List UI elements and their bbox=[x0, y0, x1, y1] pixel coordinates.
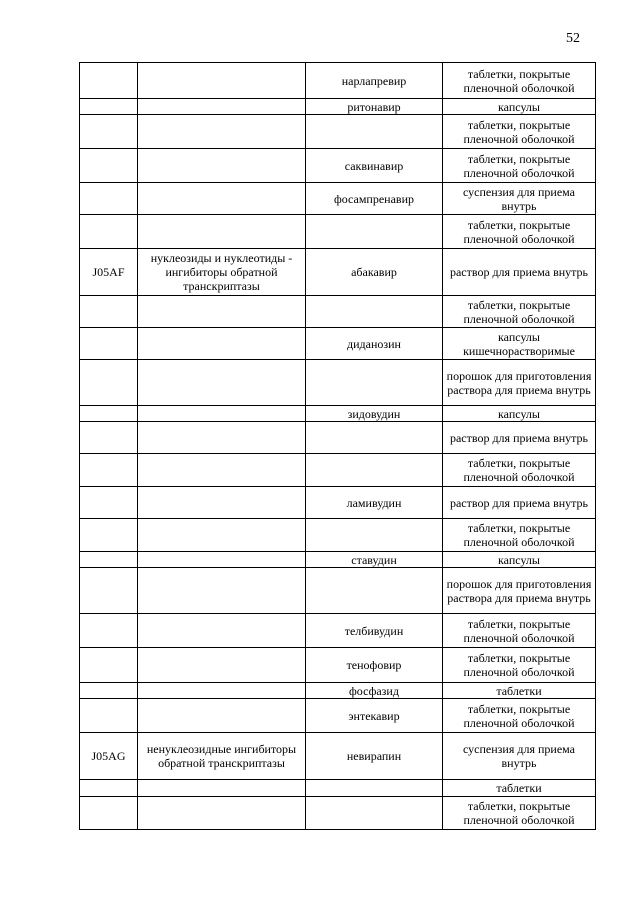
drug-name-cell: невирапин bbox=[306, 733, 443, 780]
drug-name-cell: ламивудин bbox=[306, 487, 443, 519]
atc-code-cell bbox=[80, 99, 138, 115]
group-name-cell bbox=[138, 683, 306, 699]
dosage-form-cell: суспензия для приема внутрь bbox=[443, 733, 596, 780]
atc-code-cell bbox=[80, 568, 138, 614]
table-row bbox=[80, 63, 596, 99]
dosage-form-cell: раствор для приема внутрь bbox=[443, 249, 596, 296]
dosage-form-cell: порошок для приготовления раствора для приема внутрь bbox=[443, 568, 596, 614]
drug-table bbox=[79, 62, 596, 830]
dosage-form-cell: капсулы bbox=[443, 552, 596, 568]
atc-code-cell bbox=[80, 454, 138, 487]
dosage-form-cell: таблетки, покрытые пленочной оболочкой bbox=[443, 614, 596, 648]
dosage-form-cell: таблетки, покрытые пленочной оболочкой bbox=[443, 648, 596, 683]
table-row bbox=[80, 683, 596, 699]
drug-name-cell bbox=[306, 115, 443, 149]
table-row bbox=[80, 454, 596, 487]
group-name-cell bbox=[138, 406, 306, 422]
atc-code-cell bbox=[80, 149, 138, 183]
table-row bbox=[80, 328, 596, 360]
drug-name-cell bbox=[306, 454, 443, 487]
table-row bbox=[80, 780, 596, 797]
group-name-cell bbox=[138, 296, 306, 328]
drug-name-cell: саквинавир bbox=[306, 149, 443, 183]
atc-code-cell bbox=[80, 406, 138, 422]
group-name-cell bbox=[138, 63, 306, 99]
group-name-cell bbox=[138, 780, 306, 797]
drug-name-cell: телбивудин bbox=[306, 614, 443, 648]
table-row bbox=[80, 733, 596, 780]
dosage-form-cell: таблетки, покрытые пленочной оболочкой bbox=[443, 797, 596, 830]
drug-name-cell bbox=[306, 215, 443, 249]
drug-name-cell bbox=[306, 519, 443, 552]
table-row bbox=[80, 296, 596, 328]
drug-name-cell: тенофовир bbox=[306, 648, 443, 683]
atc-code-cell bbox=[80, 648, 138, 683]
group-name-cell bbox=[138, 149, 306, 183]
drug-table-body bbox=[80, 63, 596, 830]
group-name-cell: нуклеозиды и нуклеотиды - ингибиторы обратной транскриптазы bbox=[138, 249, 306, 296]
table-row bbox=[80, 519, 596, 552]
group-name-cell bbox=[138, 454, 306, 487]
page-number: 52 bbox=[566, 31, 580, 46]
group-name-cell bbox=[138, 115, 306, 149]
table-row bbox=[80, 99, 596, 115]
dosage-form-cell: таблетки bbox=[443, 780, 596, 797]
group-name-cell bbox=[138, 519, 306, 552]
dosage-form-cell: таблетки, покрытые пленочной оболочкой bbox=[443, 454, 596, 487]
drug-name-cell: фосампренавир bbox=[306, 183, 443, 215]
dosage-form-cell: капсулы кишечнорастворимые bbox=[443, 328, 596, 360]
atc-code-cell bbox=[80, 614, 138, 648]
table-row bbox=[80, 552, 596, 568]
drug-name-cell: ставудин bbox=[306, 552, 443, 568]
drug-name-cell bbox=[306, 568, 443, 614]
group-name-cell bbox=[138, 568, 306, 614]
table-row bbox=[80, 568, 596, 614]
table-row bbox=[80, 360, 596, 406]
atc-code-cell bbox=[80, 422, 138, 454]
dosage-form-cell: раствор для приема внутрь bbox=[443, 487, 596, 519]
dosage-form-cell: суспензия для приема внутрь bbox=[443, 183, 596, 215]
drug-name-cell bbox=[306, 360, 443, 406]
group-name-cell bbox=[138, 183, 306, 215]
group-name-cell bbox=[138, 797, 306, 830]
atc-code-cell bbox=[80, 487, 138, 519]
table-row bbox=[80, 149, 596, 183]
atc-code-cell bbox=[80, 328, 138, 360]
drug-name-cell: фосфазид bbox=[306, 683, 443, 699]
table-row bbox=[80, 183, 596, 215]
group-name-cell bbox=[138, 699, 306, 733]
group-name-cell bbox=[138, 215, 306, 249]
table-row bbox=[80, 422, 596, 454]
dosage-form-cell: раствор для приема внутрь bbox=[443, 422, 596, 454]
table-row bbox=[80, 487, 596, 519]
atc-code-cell bbox=[80, 63, 138, 99]
group-name-cell bbox=[138, 552, 306, 568]
group-name-cell bbox=[138, 360, 306, 406]
atc-code-cell: J05AF bbox=[80, 249, 138, 296]
atc-code-cell bbox=[80, 183, 138, 215]
atc-code-cell bbox=[80, 797, 138, 830]
dosage-form-cell: таблетки, покрытые пленочной оболочкой bbox=[443, 519, 596, 552]
table-row bbox=[80, 115, 596, 149]
atc-code-cell bbox=[80, 780, 138, 797]
drug-name-cell: диданозин bbox=[306, 328, 443, 360]
atc-code-cell bbox=[80, 519, 138, 552]
atc-code-cell bbox=[80, 115, 138, 149]
dosage-form-cell: порошок для приготовления раствора для приема внутрь bbox=[443, 360, 596, 406]
dosage-form-cell: капсулы bbox=[443, 99, 596, 115]
group-name-cell bbox=[138, 328, 306, 360]
atc-code-cell bbox=[80, 360, 138, 406]
drug-name-cell bbox=[306, 780, 443, 797]
atc-code-cell bbox=[80, 699, 138, 733]
atc-code-cell bbox=[80, 683, 138, 699]
dosage-form-cell: таблетки, покрытые пленочной оболочкой bbox=[443, 149, 596, 183]
table-row bbox=[80, 797, 596, 830]
group-name-cell bbox=[138, 99, 306, 115]
drug-name-cell: энтекавир bbox=[306, 699, 443, 733]
table-row bbox=[80, 215, 596, 249]
group-name-cell: ненуклеозидные ингибиторы обратной транскриптазы bbox=[138, 733, 306, 780]
group-name-cell bbox=[138, 614, 306, 648]
table-row bbox=[80, 614, 596, 648]
group-name-cell bbox=[138, 648, 306, 683]
table-row bbox=[80, 249, 596, 296]
dosage-form-cell: таблетки, покрытые пленочной оболочкой bbox=[443, 115, 596, 149]
dosage-form-cell: капсулы bbox=[443, 406, 596, 422]
table-row bbox=[80, 648, 596, 683]
dosage-form-cell: таблетки, покрытые пленочной оболочкой bbox=[443, 296, 596, 328]
dosage-form-cell: таблетки bbox=[443, 683, 596, 699]
atc-code-cell bbox=[80, 296, 138, 328]
drug-name-cell bbox=[306, 296, 443, 328]
atc-code-cell: J05AG bbox=[80, 733, 138, 780]
atc-code-cell bbox=[80, 215, 138, 249]
atc-code-cell bbox=[80, 552, 138, 568]
drug-name-cell: нарлапревир bbox=[306, 63, 443, 99]
table-row bbox=[80, 406, 596, 422]
drug-name-cell bbox=[306, 797, 443, 830]
group-name-cell bbox=[138, 487, 306, 519]
table-row bbox=[80, 699, 596, 733]
dosage-form-cell: таблетки, покрытые пленочной оболочкой bbox=[443, 215, 596, 249]
dosage-form-cell: таблетки, покрытые пленочной оболочкой bbox=[443, 63, 596, 99]
drug-name-cell bbox=[306, 422, 443, 454]
drug-name-cell: абакавир bbox=[306, 249, 443, 296]
group-name-cell bbox=[138, 422, 306, 454]
drug-name-cell: зидовудин bbox=[306, 406, 443, 422]
dosage-form-cell: таблетки, покрытые пленочной оболочкой bbox=[443, 699, 596, 733]
drug-name-cell: ритонавир bbox=[306, 99, 443, 115]
